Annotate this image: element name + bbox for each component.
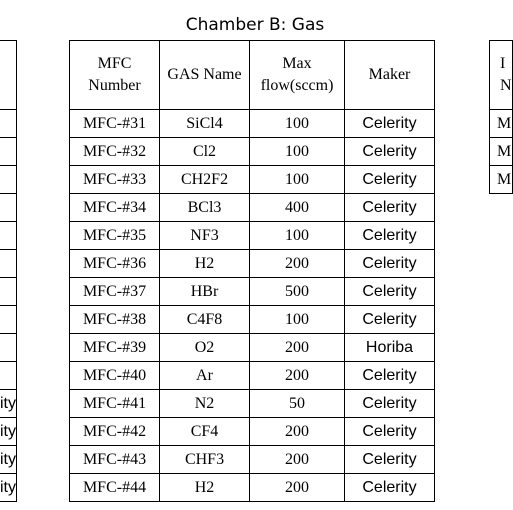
maker-cell: Celerity bbox=[345, 278, 435, 306]
gas-name-cell: C4F8 bbox=[160, 306, 250, 334]
gas-name-cell: Cl2 bbox=[160, 138, 250, 166]
gas-name-cell: CH2F2 bbox=[160, 166, 250, 194]
maker-cell: Celerity bbox=[345, 110, 435, 138]
mfc-number-cell: MFC-#36 bbox=[70, 250, 160, 278]
table-row bbox=[70, 194, 435, 222]
header-mfc-number: MFC Number bbox=[70, 41, 160, 110]
right-partial-table bbox=[489, 40, 513, 194]
maker-cell: Horiba bbox=[345, 334, 435, 362]
table-header-cell bbox=[0, 41, 17, 110]
max-flow-cell: 200 bbox=[250, 334, 345, 362]
table-row bbox=[70, 334, 435, 362]
gas-name-cell: HBr bbox=[160, 278, 250, 306]
table-cell bbox=[0, 110, 17, 138]
max-flow-cell: 200 bbox=[250, 418, 345, 446]
max-flow-cell: 100 bbox=[250, 306, 345, 334]
table-cell: ity bbox=[0, 418, 17, 446]
table-row bbox=[70, 250, 435, 278]
mfc-number-cell: MFC-#41 bbox=[70, 390, 160, 418]
table-header-row bbox=[0, 41, 17, 110]
max-flow-cell: 100 bbox=[250, 222, 345, 250]
table-cell: ity bbox=[0, 446, 17, 474]
gas-name-cell: N2 bbox=[160, 390, 250, 418]
max-flow-cell: 200 bbox=[250, 446, 345, 474]
table-cell: M bbox=[490, 110, 513, 138]
gas-table bbox=[69, 40, 435, 502]
gas-name-cell: BCl3 bbox=[160, 194, 250, 222]
table-row bbox=[0, 390, 17, 418]
table-row bbox=[0, 306, 17, 334]
mfc-number-cell: MFC-#35 bbox=[70, 222, 160, 250]
table-row bbox=[0, 446, 17, 474]
gas-name-cell: SiCl4 bbox=[160, 110, 250, 138]
left-partial-table bbox=[0, 40, 17, 502]
table-row bbox=[0, 194, 17, 222]
table-row bbox=[70, 446, 435, 474]
maker-cell: Celerity bbox=[345, 250, 435, 278]
max-flow-cell: 100 bbox=[250, 138, 345, 166]
maker-cell: Celerity bbox=[345, 222, 435, 250]
table-row bbox=[0, 362, 17, 390]
max-flow-cell: 400 bbox=[250, 194, 345, 222]
maker-cell: Celerity bbox=[345, 306, 435, 334]
max-flow-cell: 500 bbox=[250, 278, 345, 306]
table-cell bbox=[0, 222, 17, 250]
maker-cell: Celerity bbox=[345, 138, 435, 166]
table-row bbox=[0, 278, 17, 306]
max-flow-cell: 100 bbox=[250, 166, 345, 194]
table-row bbox=[0, 222, 17, 250]
mfc-number-cell: MFC-#44 bbox=[70, 474, 160, 502]
table-header-row bbox=[70, 41, 435, 110]
mfc-number-cell: MFC-#38 bbox=[70, 306, 160, 334]
table-row bbox=[70, 110, 435, 138]
table-row bbox=[490, 138, 513, 166]
table-cell bbox=[0, 362, 17, 390]
table-row bbox=[70, 222, 435, 250]
table-row bbox=[0, 110, 17, 138]
table-row bbox=[0, 138, 17, 166]
table-cell bbox=[0, 250, 17, 278]
mfc-number-cell: MFC-#40 bbox=[70, 362, 160, 390]
gas-name-cell: O2 bbox=[160, 334, 250, 362]
gas-name-cell: NF3 bbox=[160, 222, 250, 250]
header-max-flow: Max flow(sccm) bbox=[250, 41, 345, 110]
table-cell bbox=[0, 334, 17, 362]
table-row bbox=[70, 474, 435, 502]
table-cell bbox=[0, 306, 17, 334]
table-row bbox=[70, 418, 435, 446]
max-flow-cell: 200 bbox=[250, 250, 345, 278]
table-row bbox=[70, 138, 435, 166]
table-row bbox=[70, 306, 435, 334]
table-cell bbox=[0, 166, 17, 194]
table-cell: M bbox=[490, 138, 513, 166]
max-flow-cell: 100 bbox=[250, 110, 345, 138]
mfc-number-cell: MFC-#43 bbox=[70, 446, 160, 474]
max-flow-cell: 50 bbox=[250, 390, 345, 418]
max-flow-cell: 200 bbox=[250, 474, 345, 502]
gas-name-cell: Ar bbox=[160, 362, 250, 390]
table-row bbox=[0, 166, 17, 194]
table-row bbox=[0, 250, 17, 278]
mfc-number-cell: MFC-#34 bbox=[70, 194, 160, 222]
table-row bbox=[70, 362, 435, 390]
gas-name-cell: H2 bbox=[160, 250, 250, 278]
table-header-cell: I N bbox=[490, 41, 513, 110]
maker-cell: Celerity bbox=[345, 446, 435, 474]
table-header-row bbox=[490, 41, 513, 110]
gas-name-cell: CHF3 bbox=[160, 446, 250, 474]
table-row bbox=[70, 390, 435, 418]
maker-cell: Celerity bbox=[345, 418, 435, 446]
mfc-number-cell: MFC-#39 bbox=[70, 334, 160, 362]
table-cell bbox=[0, 194, 17, 222]
max-flow-cell: 200 bbox=[250, 362, 345, 390]
gas-name-cell: H2 bbox=[160, 474, 250, 502]
maker-cell: Celerity bbox=[345, 362, 435, 390]
table-row bbox=[490, 110, 513, 138]
table-row bbox=[0, 418, 17, 446]
table-row bbox=[0, 474, 17, 502]
mfc-number-cell: MFC-#33 bbox=[70, 166, 160, 194]
table-row bbox=[490, 166, 513, 194]
header-gas-name: GAS Name bbox=[160, 41, 250, 110]
table-cell bbox=[0, 278, 17, 306]
table-cell: ity bbox=[0, 390, 17, 418]
table-cell: ity bbox=[0, 474, 17, 502]
maker-cell: Celerity bbox=[345, 194, 435, 222]
mfc-number-cell: MFC-#37 bbox=[70, 278, 160, 306]
gas-name-cell: CF4 bbox=[160, 418, 250, 446]
table-cell: M bbox=[490, 166, 513, 194]
header-maker: Maker bbox=[345, 41, 435, 110]
mfc-number-cell: MFC-#32 bbox=[70, 138, 160, 166]
table-row bbox=[70, 278, 435, 306]
maker-cell: Celerity bbox=[345, 390, 435, 418]
table-row bbox=[70, 166, 435, 194]
maker-cell: Celerity bbox=[345, 474, 435, 502]
maker-cell: Celerity bbox=[345, 166, 435, 194]
page-title: Chamber B: Gas bbox=[185, 15, 325, 35]
mfc-number-cell: MFC-#31 bbox=[70, 110, 160, 138]
table-row bbox=[0, 334, 17, 362]
mfc-number-cell: MFC-#42 bbox=[70, 418, 160, 446]
table-cell bbox=[0, 138, 17, 166]
